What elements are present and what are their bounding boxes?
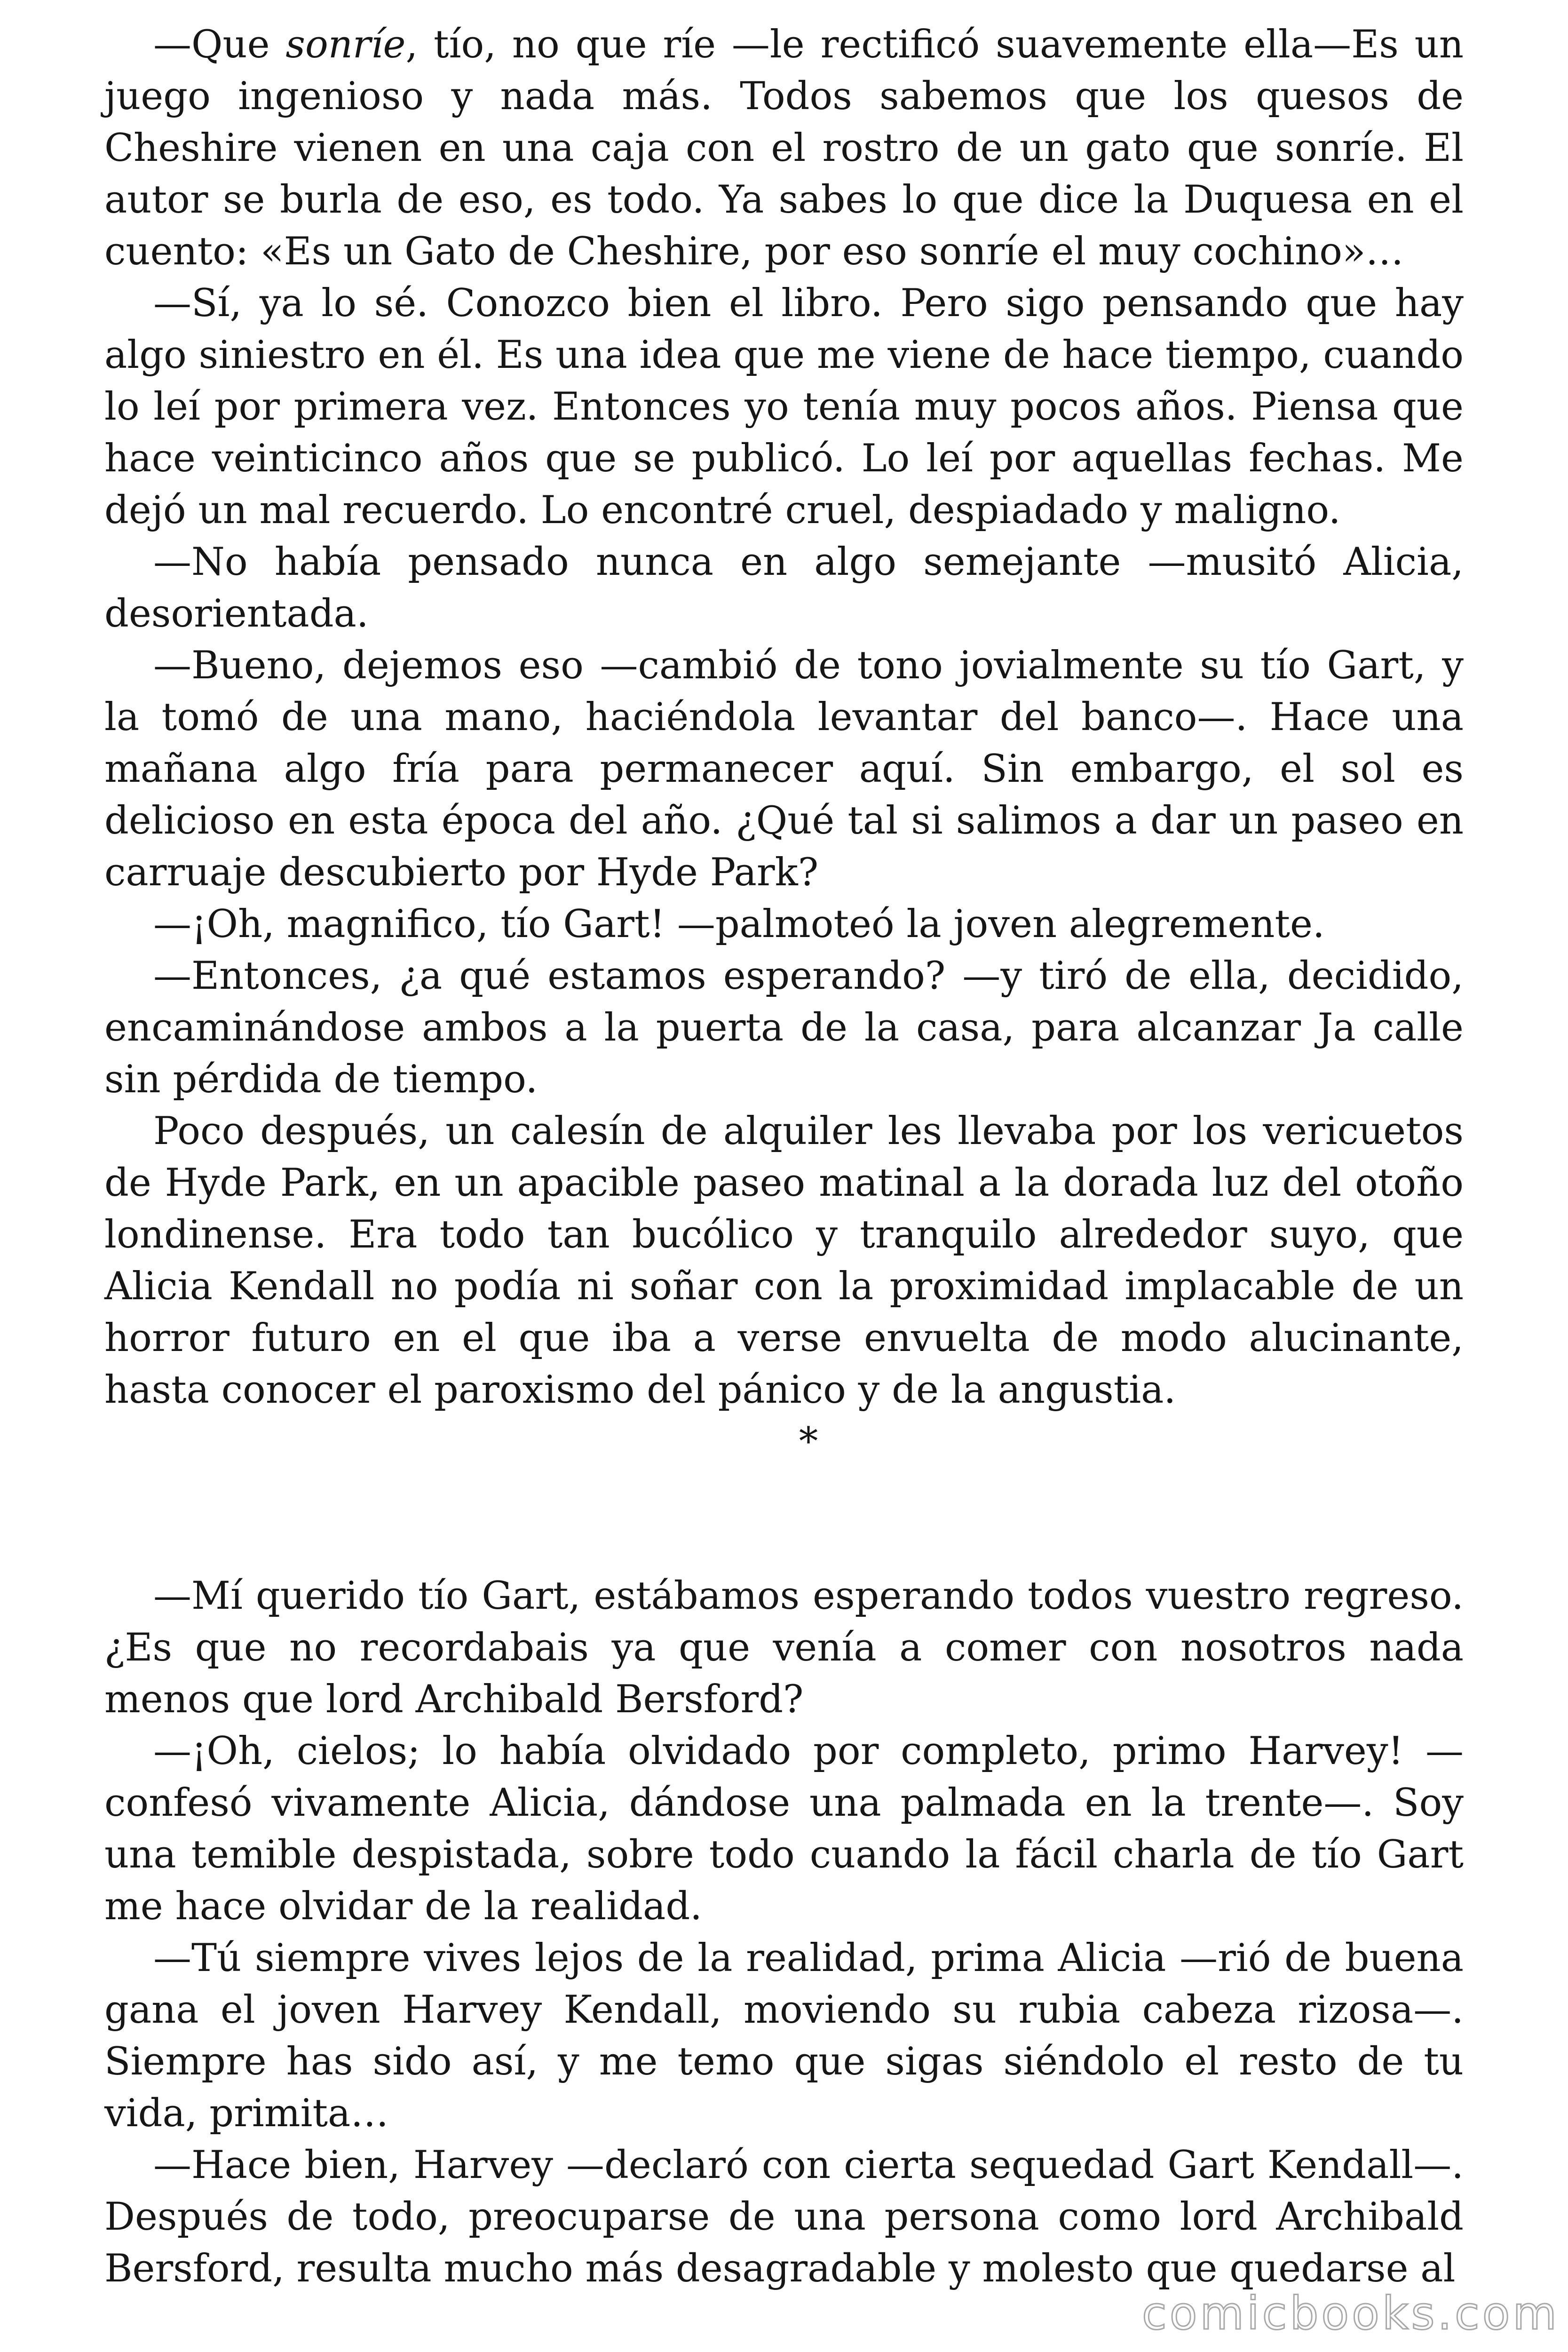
scene-break-asterisk: * [799, 1420, 818, 1464]
body-paragraph: —Entonces, ¿a qué estamos esperando? —y tiró de ella, decidido, encaminándose ambos a la puerta de la casa, para alcanzar Ja calle sin pérdida de tiempo. [104, 954, 1464, 1102]
body-paragraph: —Hace bien, Harvey —declaró con cierta sequedad Gart Kendall—. Después de todo, preocuparse de una persona como lord Archibald Bersford, resulta mucho más desagradable y molesto que quedarse al [104, 2143, 1464, 2291]
body-paragraph: —¡Oh, cielos; lo había olvidado por completo, primo Harvey! —confesó vivamente Alicia, dándose una palmada en la trente—. Soy una temible despistada, sobre todo cuando la fácil charla de tío Gart me hace olvidar de la realidad. [104, 1729, 1464, 1929]
body-paragraph: —Bueno, dejemos eso —cambió de tono jovialmente su tío Gart, y la tomó de una mano, haciéndola levantar del banco—. Hace una mañana algo fría para permanecer aquí. Sin embargo, el sol es delicioso en esta época del año. ¿Qué tal si salimos a dar un paseo en carruaje descubierto por Hyde Park? [104, 644, 1464, 895]
text-run: —Que [153, 23, 286, 67]
text-section-before-break [104, 19, 1464, 1416]
text-run: , tío, no que ríe —le rectificó suavemente ella—Es un juego ingenioso y nada más. Todos sabemos que los quesos de Cheshire vienen en una caja con el rostro de un gato que sonríe. El autor se burla de eso, es todo. Ya sabes lo que dice la Duquesa en el cuento: «Es un Gato de Cheshire, por eso sonríe el muy cochino»… [104, 23, 1464, 274]
text-section-after-break [104, 1570, 1464, 2295]
body-paragraph: —¡Oh, magnifico, tío Gart! —palmoteó la joven alegremente. [153, 902, 1325, 946]
watermark-logo: comicbooks.com [1141, 2287, 1560, 2340]
body-paragraph [104, 19, 1464, 278]
body-paragraph: Poco después, un calesín de alquiler les llevaba por los vericuetos de Hyde Park, en un apacible paseo matinal a la dorada luz del otoño londinense. Era todo tan bucólico y tranquilo alrededor suyo, que Alicia Kendall no podía ni soñar con la proximidad implacable de un horror futuro en el que iba a verse envuelta de modo alucinante, hasta conocer el paroxismo del pánico y de la angustia. [104, 1109, 1464, 1412]
italic-text-run: sonríe [285, 23, 406, 67]
body-paragraph: —Tú siempre vives lejos de la realidad, prima Alicia —rió de buena gana el joven Harvey Kendall, moviendo su rubia cabeza rizosa—. Siempre has sido así, y me temo que sigas siéndolo el resto de tu vida, primita… [104, 1936, 1464, 2136]
body-paragraph: —No había pensado nunca en algo semejante —musitó Alicia, desorientada. [104, 540, 1464, 636]
body-paragraph: —Mí querido tío Gart, estábamos esperando todos vuestro regreso. ¿Es que no recordabais ya que venía a comer con nosotros nada menos que lord Archibald Bersford? [104, 1574, 1464, 1722]
body-paragraph: —Sí, ya lo sé. Conozco bien el libro. Pero sigo pensando que hay algo siniestro en él. Es una idea que me viene de hace tiempo, cuando lo leí por primera vez. Entonces yo tenía muy pocos años. Piensa que hace veinticinco años que se publicó. Lo leí por aquellas fechas. Me dejó un mal recuerdo. Lo encontré cruel, despiadado y maligno. [104, 281, 1464, 532]
book-page [104, 19, 1464, 2295]
